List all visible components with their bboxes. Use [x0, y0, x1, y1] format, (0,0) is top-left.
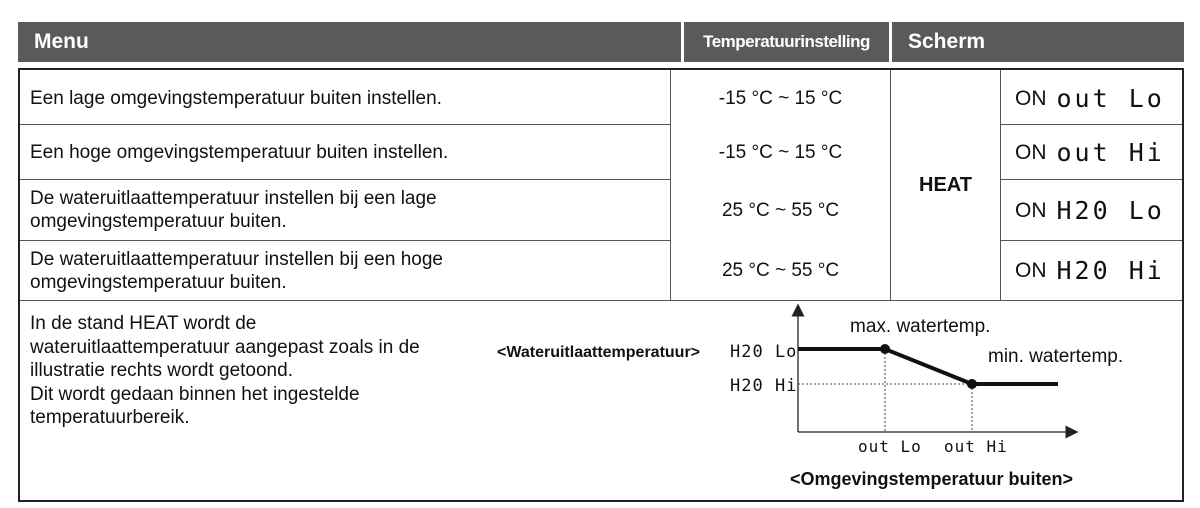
description [30, 312, 470, 430]
menu-text: De wateruitlaattemperatuur instellen bij een lage omgevingstemperatuur buiten. [30, 188, 437, 232]
x-tick-label: out Lo [858, 437, 922, 456]
header-menu [18, 22, 681, 62]
annotation-min: min. watertemp. [988, 346, 1124, 367]
range-text: 25 °C ~ 55 °C [721, 199, 840, 221]
range-cell [671, 125, 890, 179]
table-row [30, 241, 530, 300]
y-tick-label: H20 Hi [730, 376, 798, 396]
state-text: ON [1015, 198, 1047, 222]
range-text: -15 °C ~ 15 °C [718, 87, 843, 109]
header-screen-label: Scherm [908, 30, 986, 53]
x-tick-label: out Hi [944, 437, 1008, 456]
table-row [30, 125, 660, 179]
y-axis-label: <Wateruitlaattemperatuur> [497, 344, 701, 361]
menu-text: De wateruitlaattemperatuur instellen bij een hoge omgevingstemperatuur buiten. [30, 248, 443, 293]
lcd-display: H20 Hi [1056, 256, 1165, 285]
description-line: wateruitlaattemperatuur aangepast zoals in de [30, 336, 420, 358]
mode-text: HEAT [919, 173, 972, 196]
table-row [30, 180, 530, 240]
header-menu-label: Menu [34, 30, 89, 53]
lcd-display: H20 Lo [1056, 195, 1165, 225]
annotation-max: max. watertemp. [850, 316, 991, 337]
description-line: In de stand HEAT wordt de [30, 313, 257, 334]
range-cell [671, 180, 890, 240]
row-divider [20, 300, 1182, 301]
state-text: ON [1015, 140, 1047, 164]
menu-text: Een lage omgevingstemperatuur buiten instellen. [30, 87, 442, 109]
header-temperature [684, 22, 889, 62]
x-axis-label: <Omgevingstemperatuur buiten> [790, 469, 1074, 489]
range-text: 25 °C ~ 55 °C [721, 260, 840, 281]
description-line: Dit wordt gedaan binnen het ingestelde [30, 383, 360, 405]
screen-cell [1001, 72, 1182, 124]
screen-cell [1001, 180, 1182, 240]
lcd-display: out Hi [1056, 137, 1165, 167]
range-cell [671, 241, 890, 300]
table-row [30, 72, 660, 124]
header-screen [892, 22, 1184, 62]
header-temperature-label: Temperatuurinstelling [703, 32, 870, 51]
range-text: -15 °C ~ 15 °C [718, 141, 843, 163]
range-cell [671, 72, 890, 124]
y-tick-label: H20 Lo [730, 342, 798, 362]
screen-cell [1001, 125, 1182, 179]
state-text: ON [1015, 259, 1047, 282]
screen-cell [1001, 241, 1182, 300]
mode-cell [891, 160, 1000, 210]
state-text: ON [1015, 86, 1047, 110]
description-line: illustratie rechts wordt getoond. [30, 360, 293, 381]
menu-text: Een hoge omgevingstemperatuur buiten instellen. [30, 141, 449, 163]
lcd-display: out Lo [1056, 83, 1165, 113]
description-line: temperatuurbereik. [30, 407, 190, 428]
